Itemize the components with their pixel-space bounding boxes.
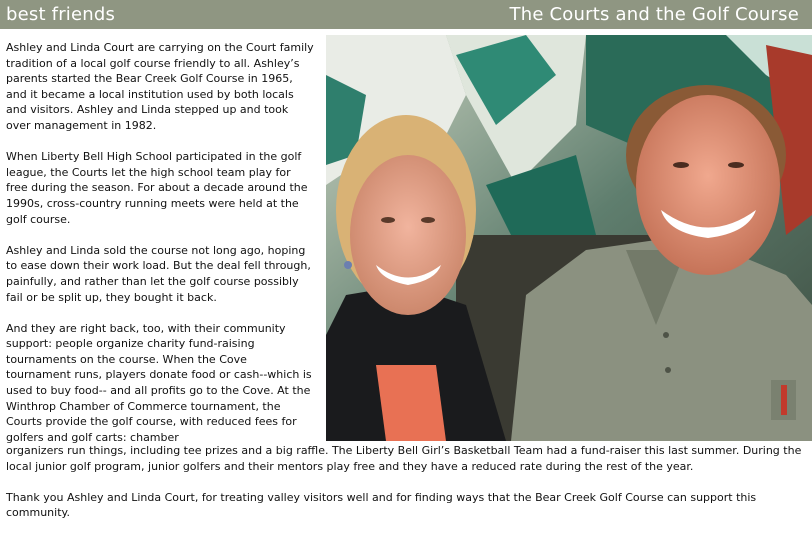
paragraph-thanks: Thank you Ashley and Linda Court, for treating valley visitors well and for finding ways that the Bear Creek Golf Course can support this community. (6, 490, 757, 520)
paragraph-community-start: And they are right back, too, with their community support: people organize charity fund-raising tournaments on the course. When the Cove tournament runs, players donate food or cash--which is used to buy food-- and all profits go to the Cove. At the Winthrop Chamber of Commerce tournament, the Courts provide the golf course, with reduced fees for golfers and golf carts: chamber (6, 321, 312, 444)
paragraph-sale: Ashley and Linda sold the course not long ago, hoping to ease down their work load. But the deal fell through, painfully, and rather than let the golf course possibly fail or be split up, they bought it back. (6, 243, 311, 304)
header-bar (0, 0, 812, 29)
couple-photo (326, 35, 812, 441)
paragraph-community-end: organizers run things, including tee prizes and a big raffle. The Liberty Bell Girl’s Basketball Team had a fund-raiser this last summer. During the local junior golf program, junior golfers and their mentors play free and they have a reduced rate during the rest of the year. (6, 444, 802, 473)
photo-illustration (326, 35, 812, 441)
paragraph-high-school: When Liberty Bell High School participated in the golf league, the Courts let the high school team play for free during the season. For about a decade around the 1990s, cross-country running meets were held at the golf course. (6, 150, 308, 226)
article-column (6, 40, 314, 445)
page-title: The Courts and the Golf Course (509, 4, 799, 25)
section-label: best friends (6, 4, 116, 25)
article-full-width (6, 443, 806, 521)
paragraph-history: Ashley and Linda Court are carrying on the Court family tradition of a local golf course friendly to all. Ashley’s parents started the Bear Creek Golf Course in 1965, and it became a local institution used by both locals and visitors. Ashley and Linda stepped up and took over management in 1982. (6, 41, 314, 132)
